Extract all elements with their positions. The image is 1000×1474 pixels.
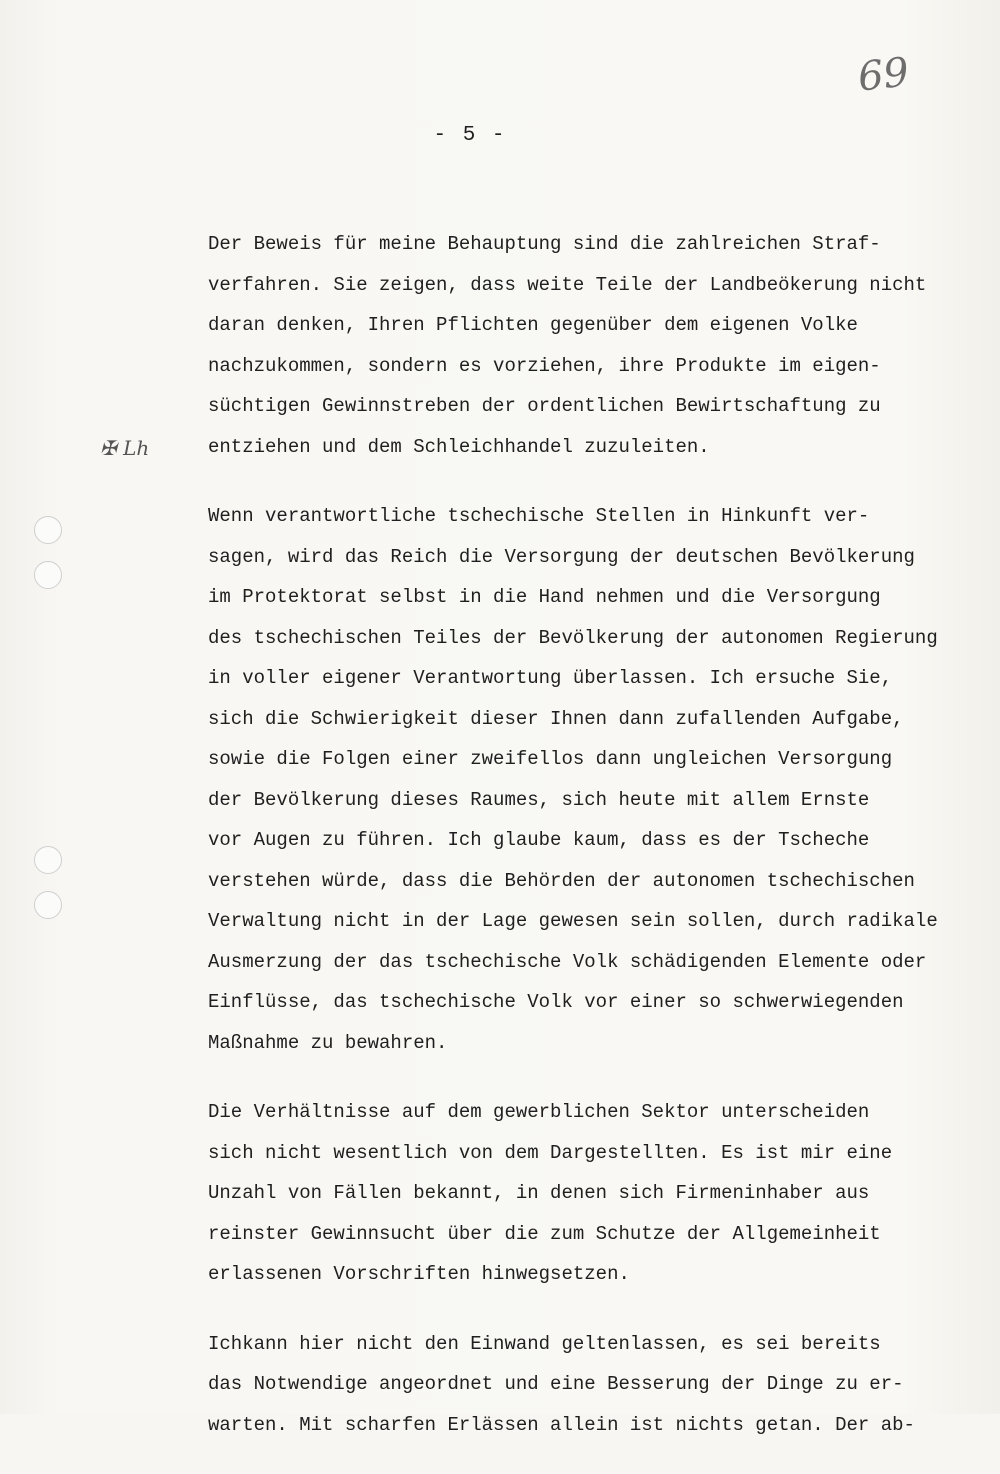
margin-annotation: ✠ Lh — [100, 436, 150, 460]
text-line: erlassenen Vorschriften hinwegsetzen. — [208, 1263, 630, 1285]
punch-hole-4 — [34, 891, 62, 919]
text-line: Maßnahme zu bewahren. — [208, 1031, 448, 1054]
text-line: des tschechischen Teiles der Bevölkerung der autonomen Regierung — [208, 626, 938, 649]
paragraph-2 — [208, 496, 1000, 1063]
punch-hole-3 — [34, 846, 62, 874]
text-line: sowie die Folgen einer zweifellos dann ungleichen Versorgung — [208, 748, 893, 770]
text-line: sich die Schwierigkeit dieser Ihnen dann zufallenden Aufgabe, — [208, 707, 904, 730]
text-line: entziehen und dem Schleichhandel zuzuleiten. — [208, 435, 710, 458]
text-line: Die Verhältnisse auf dem gewerblichen Sektor unterscheiden — [208, 1101, 870, 1123]
text-line: im Protektorat selbst in die Hand nehmen und die Versorgung — [208, 586, 881, 608]
text-line: der Bevölkerung dieses Raumes, sich heute mit allem Ernste — [208, 788, 870, 811]
text-line: verstehen würde, dass die Behörden der autonomen tschechischen — [208, 869, 915, 892]
text-line: sagen, wird das Reich die Versorgung der deutschen Bevölkerung — [208, 545, 915, 568]
text-line: in voller eigener Verantwortung überlassen. Ich ersuche Sie, — [208, 667, 893, 689]
page-number: - 5 - — [433, 124, 507, 147]
text-line: Der Beweis für meine Behauptung sind die zahlreichen Straf- — [208, 233, 881, 255]
punch-hole-2 — [34, 561, 62, 589]
text-line: nachzukommen, sondern es vorziehen, ihre Produkte im eigen- — [208, 354, 881, 377]
text-line: daran denken, Ihren Pflichten gegenüber dem eigenen Volke — [208, 314, 858, 336]
paragraph-1 — [208, 224, 1000, 467]
paragraph-4 — [208, 1324, 1000, 1446]
text-line: sich nicht wesentlich von dem Dargestellten. Es ist mir eine — [208, 1141, 893, 1164]
text-line: Wenn verantwortliche tschechische Stellen in Hinkunft ver- — [208, 505, 870, 527]
text-line: reinster Gewinnsucht über die zum Schutze der Allgemeinheit — [208, 1222, 881, 1245]
text-line: Ausmerzung der das tschechische Volk schädigenden Elemente oder — [208, 950, 927, 973]
text-line: süchtigen Gewinnstreben der ordentlichen Bewirtschaftung zu — [208, 395, 881, 417]
paragraph-3 — [208, 1092, 1000, 1295]
punch-hole-1 — [34, 516, 62, 544]
text-line: Einflüsse, das tschechische Volk vor einer so schwerwiegenden — [208, 991, 904, 1013]
text-line: Unzahl von Fällen bekannt, in denen sich Firmeninhaber aus — [208, 1182, 870, 1204]
text-line: warten. Mit scharfen Erlässen allein ist nichts getan. Der ab- — [208, 1413, 915, 1436]
archive-page-number: 69 — [855, 49, 912, 101]
text-line: Ichkann hier nicht den Einwand geltenlassen, es sei bereits — [208, 1332, 881, 1355]
text-line: verfahren. Sie zeigen, dass weite Teile der Landbeökerung nicht — [208, 273, 927, 296]
document-body — [208, 224, 1000, 1474]
text-line: Verwaltung nicht in der Lage gewesen sein sollen, durch radikale — [208, 910, 938, 932]
text-line: das Notwendige angeordnet und eine Besserung der Dinge zu er- — [208, 1373, 904, 1395]
text-line: vor Augen zu führen. Ich glaube kaum, dass es der Tscheche — [208, 829, 870, 851]
